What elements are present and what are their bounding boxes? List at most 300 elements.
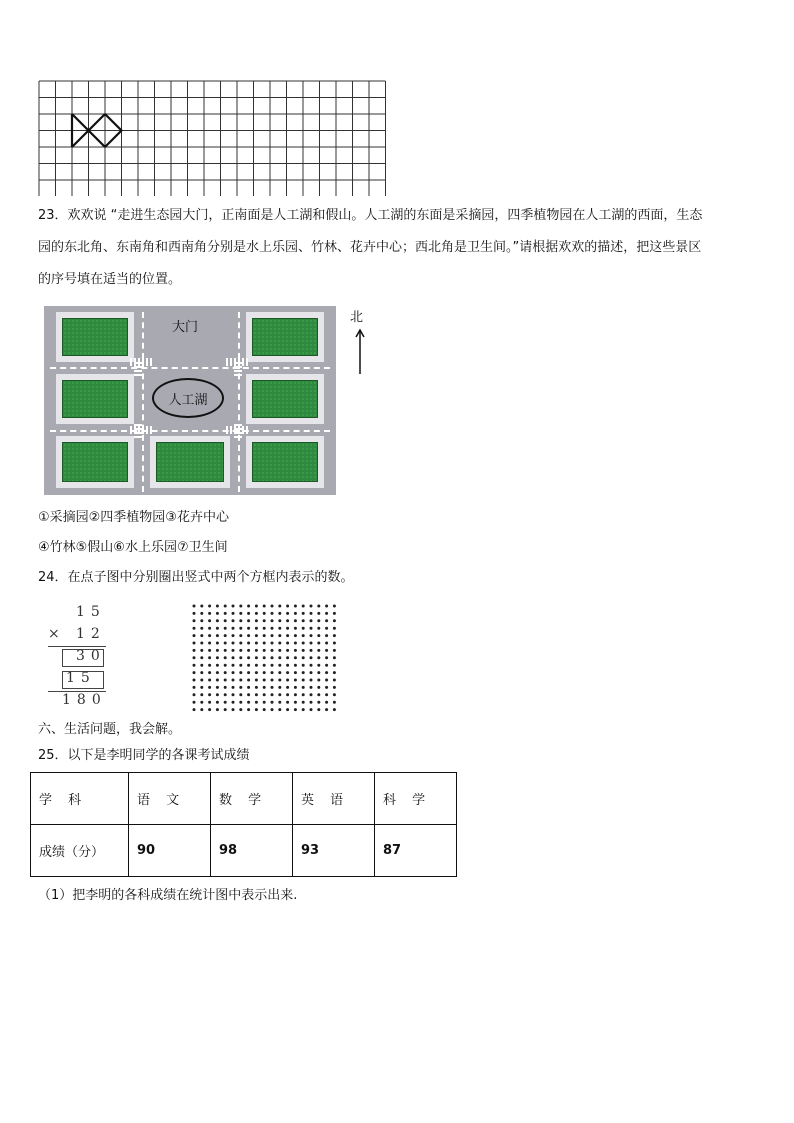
dot (255, 679, 258, 682)
dot (193, 664, 196, 667)
dot (310, 671, 313, 674)
dot (271, 664, 274, 667)
dot (247, 664, 250, 667)
park-map (44, 306, 336, 495)
dot (216, 619, 219, 622)
dot (239, 649, 242, 652)
dot (263, 627, 266, 630)
dot (200, 634, 203, 637)
dot (232, 634, 235, 637)
map-block-nw (56, 312, 134, 362)
dot (278, 612, 281, 615)
dot (255, 634, 258, 637)
dot (271, 656, 274, 659)
north-arrow-icon (352, 328, 368, 376)
q25-sub1-text: （1）把李明的各科成绩在统计图中表示出来. (38, 888, 298, 903)
dot (333, 686, 336, 689)
dot (325, 671, 328, 674)
score-chinese: 90 (129, 825, 211, 877)
dot (216, 664, 219, 667)
dot (208, 649, 211, 652)
dot (325, 656, 328, 659)
dot (310, 627, 313, 630)
dot (247, 686, 250, 689)
dot (310, 642, 313, 645)
dot (310, 664, 313, 667)
dot (278, 642, 281, 645)
map-block-sw (56, 436, 134, 488)
dot (317, 605, 320, 608)
dot (302, 612, 305, 615)
dot (232, 693, 235, 696)
q25-text: 25．以下是李明同学的各课考试成绩 (38, 748, 250, 763)
dot (317, 671, 320, 674)
dot (232, 664, 235, 667)
dot (224, 649, 227, 652)
dot (294, 686, 297, 689)
dot (239, 679, 242, 682)
dot (325, 619, 328, 622)
q24-text: 24．在点子图中分别圈出竖式中两个方框内表示的数。 (38, 570, 354, 585)
dot (278, 664, 281, 667)
dot (278, 605, 281, 608)
dot (333, 708, 336, 711)
dot (302, 693, 305, 696)
dot (278, 693, 281, 696)
dot (239, 642, 242, 645)
dot (302, 642, 305, 645)
score-english: 93 (293, 825, 375, 877)
score-science: 87 (375, 825, 457, 877)
dot (208, 708, 211, 711)
dot (302, 627, 305, 630)
dot (247, 708, 250, 711)
dot (200, 701, 203, 704)
dot (286, 656, 289, 659)
dot (239, 627, 242, 630)
multiplier: 12 (76, 626, 106, 642)
table-header-row (31, 773, 457, 825)
score-table (30, 772, 457, 877)
dot (263, 642, 266, 645)
dot (239, 708, 242, 711)
dot (317, 619, 320, 622)
dot (325, 693, 328, 696)
dot (278, 679, 281, 682)
dot (302, 708, 305, 711)
header-science: 科 学 (375, 773, 457, 825)
dot (216, 656, 219, 659)
dot (302, 701, 305, 704)
dot (216, 708, 219, 711)
dot (208, 627, 211, 630)
dot (193, 708, 196, 711)
dot (302, 619, 305, 622)
dot (224, 619, 227, 622)
dot (294, 671, 297, 674)
header-chinese: 语 文 (129, 773, 211, 825)
table-row (31, 825, 457, 877)
dot (271, 634, 274, 637)
dot (302, 671, 305, 674)
dot (255, 612, 258, 615)
dot (333, 627, 336, 630)
dot (286, 619, 289, 622)
dot (333, 701, 336, 704)
dot (224, 656, 227, 659)
dot (263, 605, 266, 608)
dot (247, 642, 250, 645)
dot (232, 605, 235, 608)
dot (325, 701, 328, 704)
dot (208, 664, 211, 667)
dot (317, 627, 320, 630)
dot (232, 671, 235, 674)
dot (302, 634, 305, 637)
dot (325, 627, 328, 630)
dot (263, 671, 266, 674)
dot (333, 693, 336, 696)
dot (247, 619, 250, 622)
dot (278, 649, 281, 652)
dot (239, 612, 242, 615)
artificial-lake (152, 378, 224, 418)
header-english: 英 语 (293, 773, 375, 825)
dot (317, 679, 320, 682)
dot (224, 679, 227, 682)
dot (255, 664, 258, 667)
dot (325, 605, 328, 608)
dot (317, 686, 320, 689)
dot (294, 612, 297, 615)
dot (294, 649, 297, 652)
dot (263, 686, 266, 689)
dot (325, 649, 328, 652)
dot (224, 664, 227, 667)
dot (263, 693, 266, 696)
partial-product-2: 15 (66, 670, 96, 686)
dot (247, 701, 250, 704)
dot (224, 642, 227, 645)
header-subject: 学 科 (31, 773, 129, 825)
dot (333, 649, 336, 652)
dot (216, 679, 219, 682)
dot (294, 642, 297, 645)
dot (278, 656, 281, 659)
dot (286, 679, 289, 682)
dot (286, 693, 289, 696)
dot (294, 708, 297, 711)
dot (271, 627, 274, 630)
dot (200, 656, 203, 659)
dot (302, 605, 305, 608)
dot (263, 664, 266, 667)
dot (271, 605, 274, 608)
dot (232, 656, 235, 659)
dot (247, 634, 250, 637)
dot (325, 664, 328, 667)
dot (302, 649, 305, 652)
dot (224, 627, 227, 630)
dot (294, 701, 297, 704)
dot (208, 634, 211, 637)
q23-options-line2: ④竹林⑤假山⑥水上乐园⑦卫生间 (38, 540, 228, 555)
dot (193, 656, 196, 659)
dot (294, 605, 297, 608)
dot (278, 634, 281, 637)
dot (216, 693, 219, 696)
dot (310, 686, 313, 689)
q23-options-line1: ①采摘园②四季植物园③花卉中心 (38, 510, 229, 525)
dot (200, 671, 203, 674)
dot (317, 701, 320, 704)
dot (333, 664, 336, 667)
dot (208, 619, 211, 622)
dot (224, 634, 227, 637)
dot (333, 612, 336, 615)
dot (216, 701, 219, 704)
dot (200, 693, 203, 696)
dot (216, 605, 219, 608)
map-block-e (246, 374, 324, 424)
dot (286, 627, 289, 630)
dot (239, 605, 242, 608)
dot (255, 656, 258, 659)
dot (255, 708, 258, 711)
dot (200, 612, 203, 615)
dot (193, 679, 196, 682)
dot (247, 649, 250, 652)
dot (310, 708, 313, 711)
dot (232, 612, 235, 615)
dot (333, 656, 336, 659)
dot (239, 693, 242, 696)
dot (263, 656, 266, 659)
dot (333, 619, 336, 622)
dot (224, 701, 227, 704)
gate-label: 大门 (172, 320, 199, 335)
map-block-w (56, 374, 134, 424)
dot (310, 649, 313, 652)
north-label: 北 (350, 310, 364, 325)
dot (224, 708, 227, 711)
dot (310, 634, 313, 637)
dot (278, 627, 281, 630)
dot (255, 649, 258, 652)
dot (239, 656, 242, 659)
dot (200, 605, 203, 608)
dot (193, 619, 196, 622)
dot (247, 612, 250, 615)
dot (200, 686, 203, 689)
dot (271, 708, 274, 711)
dot (224, 671, 227, 674)
dot (278, 671, 281, 674)
dot (193, 649, 196, 652)
dot (232, 627, 235, 630)
dot (224, 605, 227, 608)
dot (302, 679, 305, 682)
dot (255, 627, 258, 630)
dot (255, 671, 258, 674)
dot (216, 627, 219, 630)
dot (294, 634, 297, 637)
dot (232, 619, 235, 622)
dot (255, 605, 258, 608)
dot (247, 679, 250, 682)
dot (333, 671, 336, 674)
dot (208, 701, 211, 704)
dot (232, 649, 235, 652)
dot (317, 634, 320, 637)
dot (271, 693, 274, 696)
dot (193, 634, 196, 637)
dot (286, 671, 289, 674)
dot (317, 642, 320, 645)
dot (247, 627, 250, 630)
dot (317, 693, 320, 696)
dot (333, 679, 336, 682)
dot (294, 693, 297, 696)
dot (232, 686, 235, 689)
q23-text-line2: 园的东北角、东南角和西南角分别是水上乐园、竹林、花卉中心；西北角是卫生间。”请根据欢欢的描述，把这些景区 (38, 240, 702, 255)
dot (294, 627, 297, 630)
dot (200, 679, 203, 682)
dot (286, 701, 289, 704)
dot (325, 642, 328, 645)
dot (216, 649, 219, 652)
dot (325, 679, 328, 682)
dot (333, 605, 336, 608)
dot (247, 671, 250, 674)
dot (255, 619, 258, 622)
dot (325, 634, 328, 637)
dot (310, 679, 313, 682)
dot (286, 634, 289, 637)
dot (193, 612, 196, 615)
dot (278, 708, 281, 711)
dot (325, 612, 328, 615)
dot (193, 693, 196, 696)
partial-product-1: 30 (76, 648, 106, 664)
dot-grid (190, 602, 342, 714)
dot (239, 686, 242, 689)
q23-text-line1: 23．欢欢说 “走进生态园大门，正南面是人工湖和假山。人工湖的东面是采摘园，四季植物园在人工湖的西面，生态 (38, 208, 703, 223)
dot (208, 612, 211, 615)
dot (263, 679, 266, 682)
dot (216, 671, 219, 674)
dot (239, 664, 242, 667)
dot (302, 664, 305, 667)
map-block-se (246, 436, 324, 488)
dot (286, 642, 289, 645)
lake-label: 人工湖 (168, 392, 208, 408)
dot (333, 634, 336, 637)
section-6-title: 六、生活问题，我会解。 (38, 722, 182, 737)
dot (310, 693, 313, 696)
dot (263, 612, 266, 615)
dot (294, 664, 297, 667)
dot (193, 671, 196, 674)
dot (317, 649, 320, 652)
dot (200, 708, 203, 711)
dot (239, 619, 242, 622)
grid-paper (38, 80, 388, 196)
map-block-s (150, 436, 230, 488)
dot (216, 642, 219, 645)
dot (286, 664, 289, 667)
dot (216, 686, 219, 689)
dot (263, 649, 266, 652)
dot (271, 686, 274, 689)
dot (263, 634, 266, 637)
dot (193, 701, 196, 704)
dot (208, 642, 211, 645)
dot (247, 656, 250, 659)
dot (263, 708, 266, 711)
row-label-score: 成绩（分） (31, 825, 129, 877)
dot (208, 656, 211, 659)
dot (310, 612, 313, 615)
product-result: 180 (62, 692, 107, 708)
dot (200, 642, 203, 645)
dot (247, 605, 250, 608)
dot (278, 701, 281, 704)
dot (232, 708, 235, 711)
dot (200, 664, 203, 667)
dot (200, 627, 203, 630)
dot (232, 701, 235, 704)
map-block-ne (246, 312, 324, 362)
dot (208, 679, 211, 682)
dot (317, 612, 320, 615)
dot (232, 679, 235, 682)
dot (325, 686, 328, 689)
dot (271, 701, 274, 704)
dot (302, 686, 305, 689)
dot (208, 605, 211, 608)
dot (325, 708, 328, 711)
dot (286, 605, 289, 608)
dot (200, 649, 203, 652)
dot (271, 649, 274, 652)
dot (286, 612, 289, 615)
dot (263, 619, 266, 622)
dot (286, 686, 289, 689)
dot (216, 634, 219, 637)
dot (271, 612, 274, 615)
dot (302, 656, 305, 659)
dot (263, 701, 266, 704)
dot (294, 619, 297, 622)
dot (216, 612, 219, 615)
dot (239, 701, 242, 704)
dot (310, 605, 313, 608)
dot (255, 642, 258, 645)
dot (278, 619, 281, 622)
dot (200, 619, 203, 622)
header-math: 数 学 (211, 773, 293, 825)
dot (286, 708, 289, 711)
multiply-sign: × (48, 626, 66, 642)
dot (255, 693, 258, 696)
dot (317, 708, 320, 711)
dot (271, 671, 274, 674)
dot (286, 649, 289, 652)
q23-text-line3: 的序号填在适当的位置。 (38, 272, 182, 287)
dot (310, 656, 313, 659)
dot (271, 619, 274, 622)
